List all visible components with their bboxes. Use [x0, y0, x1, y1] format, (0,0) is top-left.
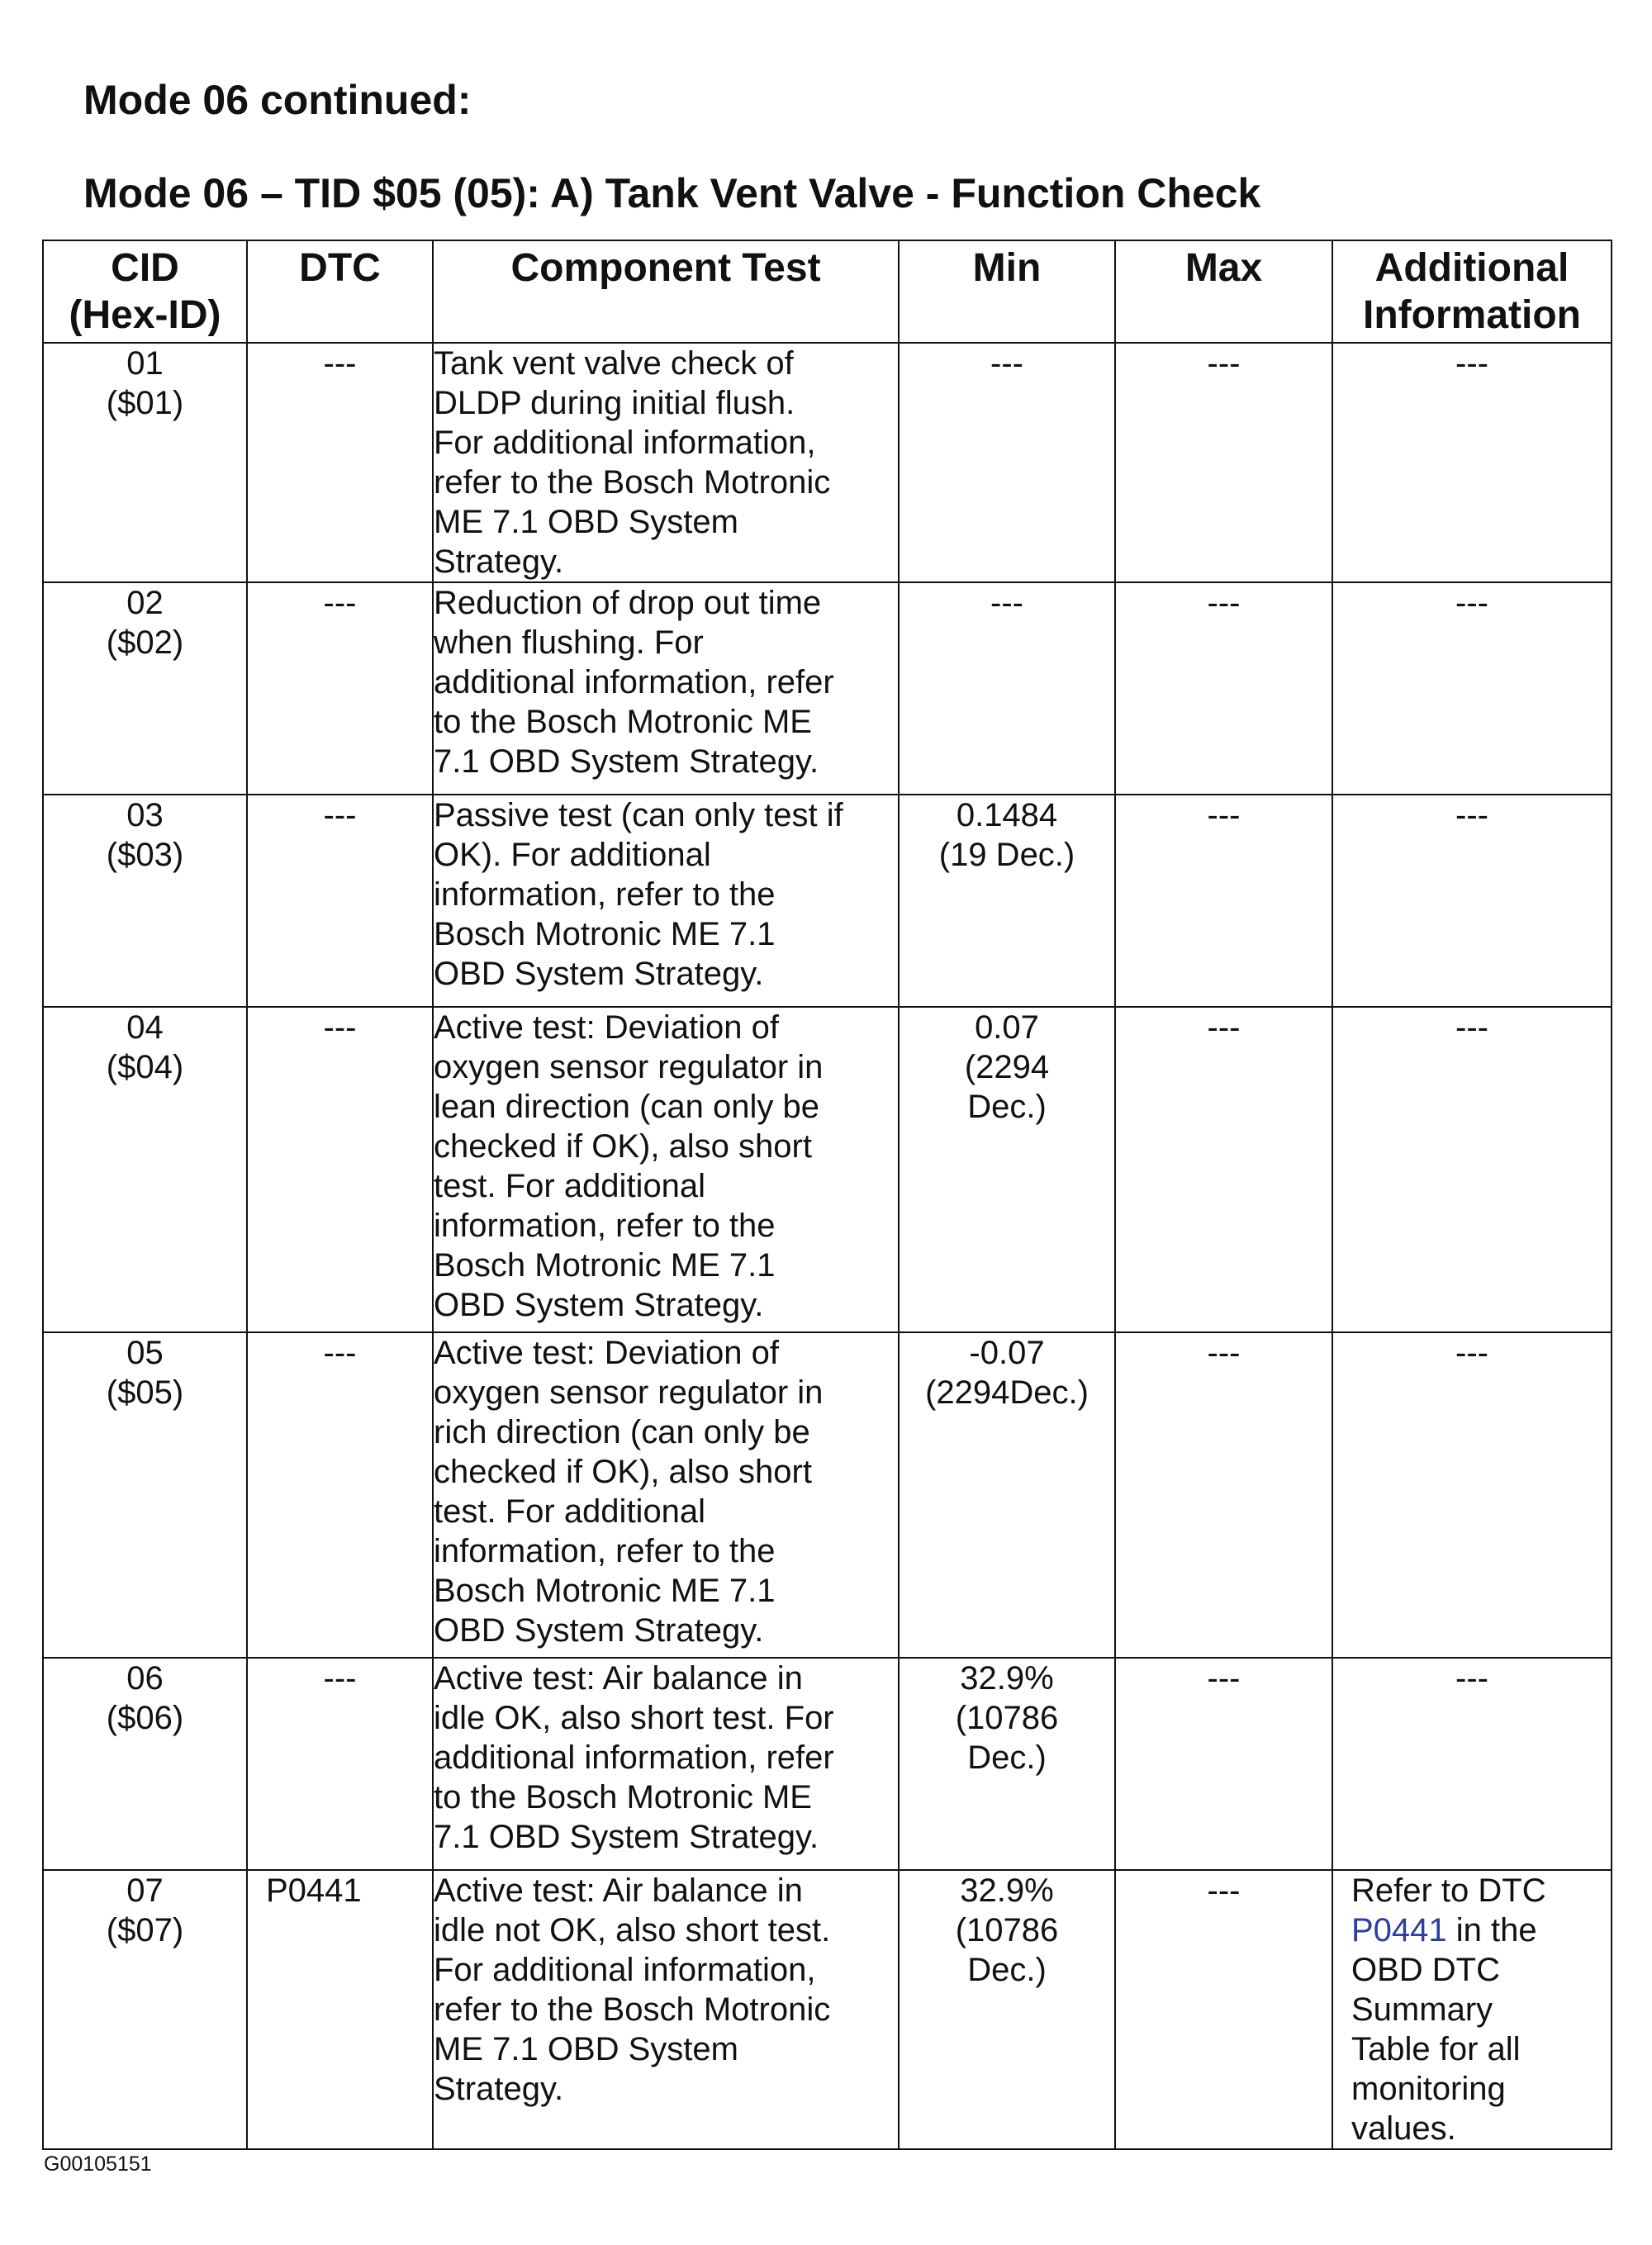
max-cell: --- [1115, 1870, 1332, 2149]
mode06-table [42, 240, 1612, 2150]
continued-heading: Mode 06 continued: [83, 77, 472, 123]
min-value-line: (19 Dec.) [938, 837, 1075, 873]
min-cell [899, 795, 1115, 1007]
max-cell: --- [1115, 343, 1332, 582]
dtc-cell: --- [247, 582, 433, 795]
cid-cell [43, 1658, 247, 1870]
component-test-line: lean direction (can only be [434, 1089, 819, 1125]
hex-id-value: ($07) [106, 1912, 184, 1948]
table-row [43, 1658, 1612, 1870]
component-test-line: ME 7.1 OBD System [434, 504, 738, 540]
min-cell [899, 1870, 1115, 2149]
table-row [43, 1007, 1612, 1332]
min-value-line: (2294Dec.) [925, 1374, 1089, 1411]
cid-value: 02 [126, 585, 164, 621]
min-value-line: (10786 [955, 1912, 1059, 1948]
component-test-line: refer to the Bosch Motronic [434, 1991, 831, 2028]
dtc-p0441-link[interactable]: P0441 [1351, 1912, 1447, 1948]
component-test-line: Strategy. [434, 543, 564, 580]
component-test-line: Passive test (can only test if [434, 797, 843, 833]
additional-info-text: in the [1446, 1912, 1537, 1948]
cid-value: 03 [126, 797, 164, 833]
hex-id-value: ($03) [106, 837, 184, 873]
component-test-line: 7.1 OBD System Strategy. [434, 1819, 819, 1855]
cid-cell [43, 795, 247, 1007]
component-test-line: Bosch Motronic ME 7.1 [434, 1247, 776, 1284]
additional-info-cell [1332, 582, 1612, 795]
table-row [43, 1870, 1612, 2149]
min-value-line: 0.1484 [956, 797, 1058, 833]
additional-info-line: Summary [1351, 1991, 1493, 2028]
component-test-line: OBD System Strategy. [434, 1287, 764, 1323]
hex-id-value: ($04) [106, 1049, 184, 1085]
header-max: Max [1115, 240, 1332, 343]
cid-value: 07 [126, 1872, 164, 1909]
component-test-line: Tank vent valve check of [434, 345, 794, 382]
additional-info-line: Table for all [1351, 2031, 1521, 2067]
hex-id-value: ($06) [106, 1700, 184, 1736]
table-row [43, 795, 1612, 1007]
component-test-line: to the Bosch Motronic ME [434, 1779, 812, 1815]
additional-info-line: --- [1455, 1335, 1488, 1371]
additional-info-line: monitoring [1351, 2071, 1506, 2107]
additional-info-cell [1332, 1007, 1612, 1332]
additional-info-cell [1332, 1658, 1612, 1870]
table-body [43, 343, 1612, 2149]
min-value-line: -0.07 [969, 1335, 1045, 1371]
min-cell [899, 1007, 1115, 1332]
component-test-line: oxygen sensor regulator in [434, 1049, 824, 1085]
component-test-line: OBD System Strategy. [434, 1612, 764, 1649]
component-test-line: Active test: Air balance in [434, 1872, 803, 1909]
component-test-line: OK). For additional [434, 837, 711, 873]
cid-cell [43, 582, 247, 795]
component-test-line: Reduction of drop out time [434, 585, 822, 621]
hex-id-value: ($01) [106, 385, 184, 421]
header-info-line: Additional [1374, 246, 1569, 290]
additional-info-cell [1332, 795, 1612, 1007]
min-cell [899, 582, 1115, 795]
component-test-cell [433, 582, 899, 795]
component-test-line: checked if OK), also short [434, 1454, 812, 1490]
max-cell: --- [1115, 1332, 1332, 1658]
cid-value: 01 [126, 345, 164, 382]
additional-info-cell [1332, 343, 1612, 582]
component-test-line: when flushing. For [434, 624, 704, 661]
dtc-cell: --- [247, 1658, 433, 1870]
cid-value: 04 [126, 1009, 164, 1046]
component-test-line: Strategy. [434, 2071, 564, 2107]
min-value-line: (10786 [955, 1700, 1059, 1736]
additional-info-line [1351, 1910, 1611, 1950]
max-cell: --- [1115, 795, 1332, 1007]
min-cell [899, 1658, 1115, 1870]
component-test-line: additional information, refer [434, 664, 834, 700]
min-value-line: --- [990, 345, 1023, 382]
additional-info-line: OBD DTC [1351, 1952, 1500, 1988]
component-test-cell [433, 1870, 899, 2149]
cid-cell [43, 1332, 247, 1658]
component-test-line: test. For additional [434, 1168, 706, 1204]
cid-value: 06 [126, 1660, 164, 1697]
component-test-line: checked if OK), also short [434, 1128, 812, 1165]
page-title: Mode 06 – TID $05 (05): A) Tank Vent Valve - Function Check [83, 170, 1261, 216]
component-test-line: information, refer to the [434, 1208, 776, 1244]
min-value-line: Dec.) [967, 1740, 1047, 1776]
component-test-line: idle not OK, also short test. [434, 1912, 831, 1948]
document-code: G00105151 [44, 2152, 152, 2176]
min-value-line: 32.9% [960, 1872, 1054, 1909]
min-value-line: Dec.) [967, 1952, 1047, 1988]
component-test-line: idle OK, also short test. For [434, 1700, 834, 1736]
component-test-line: refer to the Bosch Motronic [434, 464, 831, 501]
additional-info-line: --- [1455, 797, 1488, 833]
additional-info-line: --- [1455, 1660, 1488, 1697]
dtc-cell: P0441 [247, 1870, 433, 2149]
min-value-line: 0.07 [975, 1009, 1039, 1046]
dtc-cell: --- [247, 1332, 433, 1658]
hex-id-value: ($05) [106, 1374, 184, 1411]
min-cell [899, 343, 1115, 582]
min-value-line: --- [990, 585, 1023, 621]
header-min: Min [899, 240, 1115, 343]
component-test-line: test. For additional [434, 1493, 706, 1530]
component-test-cell [433, 1658, 899, 1870]
component-test-line: For additional information, [434, 1952, 816, 1988]
max-cell: --- [1115, 582, 1332, 795]
component-test-line: DLDP during initial flush. [434, 385, 795, 421]
table-row [43, 343, 1612, 582]
component-test-cell [433, 343, 899, 582]
max-cell: --- [1115, 1007, 1332, 1332]
header-hexid-line: (Hex-ID) [69, 293, 221, 337]
header-component-test: Component Test [433, 240, 899, 343]
component-test-line: Active test: Deviation of [434, 1009, 779, 1046]
table-header-row [43, 240, 1612, 343]
additional-info-line: --- [1455, 345, 1488, 382]
component-test-line: ME 7.1 OBD System [434, 2031, 738, 2067]
component-test-line: Active test: Air balance in [434, 1660, 803, 1697]
max-cell: --- [1115, 1658, 1332, 1870]
header-additional-information [1332, 240, 1612, 343]
additional-info-cell [1332, 1332, 1612, 1658]
additional-info-line: Refer to DTC [1351, 1872, 1546, 1909]
component-test-line: additional information, refer [434, 1740, 834, 1776]
header-cid [43, 240, 247, 343]
component-test-line: rich direction (can only be [434, 1414, 810, 1450]
component-test-line: oxygen sensor regulator in [434, 1374, 824, 1411]
additional-info-line: values. [1351, 2110, 1456, 2147]
additional-info-cell [1332, 1870, 1612, 2149]
component-test-line: 7.1 OBD System Strategy. [434, 743, 819, 780]
dtc-cell: --- [247, 795, 433, 1007]
cid-cell [43, 1007, 247, 1332]
component-test-cell [433, 1332, 899, 1658]
dtc-cell: --- [247, 1007, 433, 1332]
min-value-line: Dec.) [967, 1089, 1047, 1125]
cid-cell [43, 1870, 247, 2149]
component-test-line: Active test: Deviation of [434, 1335, 779, 1371]
header-dtc: DTC [247, 240, 433, 343]
min-value-line: 32.9% [960, 1660, 1054, 1697]
cid-cell [43, 343, 247, 582]
component-test-cell [433, 795, 899, 1007]
component-test-line: information, refer to the [434, 1533, 776, 1569]
component-test-line: to the Bosch Motronic ME [434, 704, 812, 740]
component-test-line: OBD System Strategy. [434, 956, 764, 992]
additional-info-line: --- [1455, 1009, 1488, 1046]
component-test-line: Bosch Motronic ME 7.1 [434, 1573, 776, 1609]
component-test-cell [433, 1007, 899, 1332]
component-test-line: For additional information, [434, 425, 816, 461]
min-value-line: (2294 [964, 1049, 1050, 1085]
table-row [43, 582, 1612, 795]
cid-value: 05 [126, 1335, 164, 1371]
component-test-line: information, refer to the [434, 876, 776, 913]
dtc-cell: --- [247, 343, 433, 582]
additional-info-line: --- [1455, 585, 1488, 621]
min-cell [899, 1332, 1115, 1658]
hex-id-value: ($02) [106, 624, 184, 661]
header-cid-line: CID [111, 246, 179, 290]
table-row [43, 1332, 1612, 1658]
header-info-line: Information [1363, 293, 1581, 337]
component-test-line: Bosch Motronic ME 7.1 [434, 916, 776, 952]
